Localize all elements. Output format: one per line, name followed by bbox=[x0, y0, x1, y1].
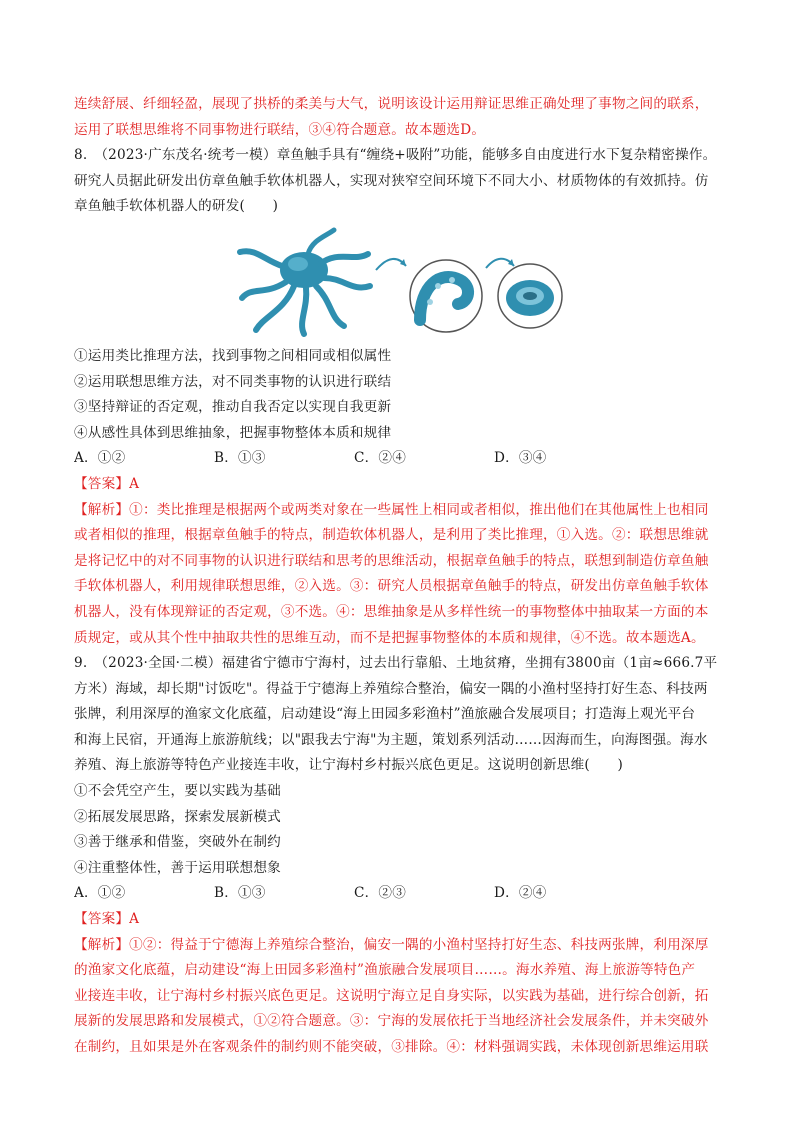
q9-stem-line: 和海上民宿，开通海上旅游航线；以"跟我去宁海"为主题，策划系列活动……因海而生，向海图强。海水 bbox=[74, 731, 708, 748]
q9-stem-line: 方米）海域，却长期"讨饭吃"。得益于宁德海上养殖综合整治，偏安一隅的小渔村坚持打好生态、科技两 bbox=[74, 680, 708, 697]
q9-stem-line: 张牌，利用深厚的渔家文化底蕴，启动建设“海上田园多彩渔村”渔旅融合发展项目；打造海上观光平台 bbox=[74, 706, 696, 723]
q9-analysis-line: 展新的发展思路和发展模式，①②符合题意。③：宁海的发展依托于当地经济社会发展条件，并未突破外 bbox=[74, 1013, 709, 1030]
q8-option-d[interactable]: D．③④ bbox=[494, 450, 547, 467]
q8-analysis-line: 【解析】①：类比推理是根据两个或两类对象在一些属性上相同或者相似，推出他们在其他属性上也相同 bbox=[74, 501, 709, 518]
q9-statement: ②拓展发展思路，探索发展新模式 bbox=[74, 808, 281, 825]
q8-option-a[interactable]: A．①② bbox=[74, 450, 126, 467]
q9-stem-line: 9. （2023·全国·二模）福建省宁德市宁海村，过去出行靠船、土地贫瘠，坐拥有3800亩（1亩≈666.7平 bbox=[74, 655, 718, 672]
q8-statement: ①运用类比推理方法，找到事物之间相同或相似属性 bbox=[74, 347, 392, 364]
q8-answer: 【答案】A bbox=[74, 475, 140, 492]
q8-stem-line: 8. （2023·广东茂名·统考一模）章鱼触手具有“缠绕+吸附”功能，能够多自由度进行水下复杂精密操作。 bbox=[74, 147, 717, 164]
q8-statement: ②运用联想思维方法，对不同类事物的认识进行联结 bbox=[74, 373, 392, 390]
q9-statement: ③善于继承和借鉴，突破外在制约 bbox=[74, 834, 281, 851]
suction-cup-closeup-icon bbox=[498, 264, 562, 328]
q8-stem-line: 章鱼触手软体机器人的研发( ) bbox=[74, 198, 279, 215]
q9-statement: ④注重整体性，善于运用联想想象 bbox=[74, 859, 281, 876]
q8-stem-line: 研究人员据此研发出仿章鱼触手软体机器人，实现对狭窄空间环境下不同大小、材质物体的有效抓持。仿 bbox=[74, 172, 709, 189]
q8-analysis-line: 质规定，或从其个性中抽取共性的思维互动，而不是把握事物整体的本质和规律，④不选。故本题选A。 bbox=[74, 629, 705, 646]
q9-analysis-line: 在制约，且如果是外在客观条件的制约则不能突破，③排除。④：材料强调实践，未体现创新思维运用联 bbox=[74, 1039, 709, 1055]
q7-analysis-line: 运用了联想思维将不同事物进行联结，③④符合题意。故本题选D。 bbox=[74, 121, 486, 138]
q9-statement: ①不会凭空产生，要以实践为基础 bbox=[74, 783, 281, 800]
octopus-robot-figure bbox=[74, 226, 734, 340]
q8-option-c[interactable]: C．②④ bbox=[354, 450, 406, 467]
octopus-tentacle-illustration bbox=[234, 226, 564, 340]
q8-analysis-line: 是将记忆中的对不同事物的认识进行联结和思考的思维活动，根据章鱼触手的特点，联想到制造仿章鱼触 bbox=[74, 552, 709, 569]
q8-statement: ④从感性具体到思维抽象，把握事物整体本质和规律 bbox=[74, 424, 392, 441]
q9-option-a[interactable]: A．①② bbox=[74, 885, 126, 902]
q9-analysis-line: 业接连丰收，让宁海村乡村振兴底色更足。这说明宁海立足自身实际，以实践为基础，进行综合创新，拓 bbox=[74, 987, 709, 1004]
q8-analysis-line: 或者相似的推理，根据章鱼触手的特点，制造软体机器人，是利用了类比推理，①入选。②：联想思维就 bbox=[74, 527, 709, 544]
q8-analysis-line: 机器人，没有体现辩证的否定观，③不选。④：思维抽象是从多样性统一的事物整体中抽取某一方面的本 bbox=[74, 603, 709, 620]
q9-option-d[interactable]: D．②④ bbox=[494, 885, 547, 902]
q9-option-c[interactable]: C．②③ bbox=[354, 885, 406, 902]
q9-analysis-line: 【解析】①②：得益于宁德海上养殖综合整治，偏安一隅的小渔村坚持打好生态、科技两张牌，利用深厚 bbox=[74, 936, 709, 953]
q9-option-b[interactable]: B．①③ bbox=[214, 885, 266, 902]
q9-analysis-line: 的渔家文化底蕴，启动建设“海上田园多彩渔村”渔旅融合发展项目……。海水养殖、海上旅游等特色产 bbox=[74, 962, 696, 979]
q8-options bbox=[74, 446, 734, 472]
page-content bbox=[74, 92, 734, 1061]
q8-statement: ③坚持辩证的否定观，推动自我否定以实现自我更新 bbox=[74, 399, 392, 416]
q9-stem-line: 养殖、海上旅游等特色产业接连丰收，让宁海村乡村振兴底色更足。这说明创新思维( ) bbox=[74, 757, 623, 774]
q8-analysis-line: 手软体机器人，利用规律联想思维，②入选。③：研究人员根据章鱼触手的特点，研发出仿章鱼触手软体 bbox=[74, 578, 709, 595]
tentacle-closeup-icon bbox=[410, 260, 482, 332]
q7-analysis-line: 连续舒展、纤细轻盈，展现了拱桥的柔美与大气，说明该设计运用辩证思维正确处理了事物之间的联系， bbox=[74, 96, 709, 112]
q8-option-b[interactable]: B．①③ bbox=[214, 450, 266, 467]
q9-options bbox=[74, 881, 734, 907]
q9-answer: 【答案】A bbox=[74, 911, 140, 928]
octopus-icon bbox=[240, 230, 370, 334]
